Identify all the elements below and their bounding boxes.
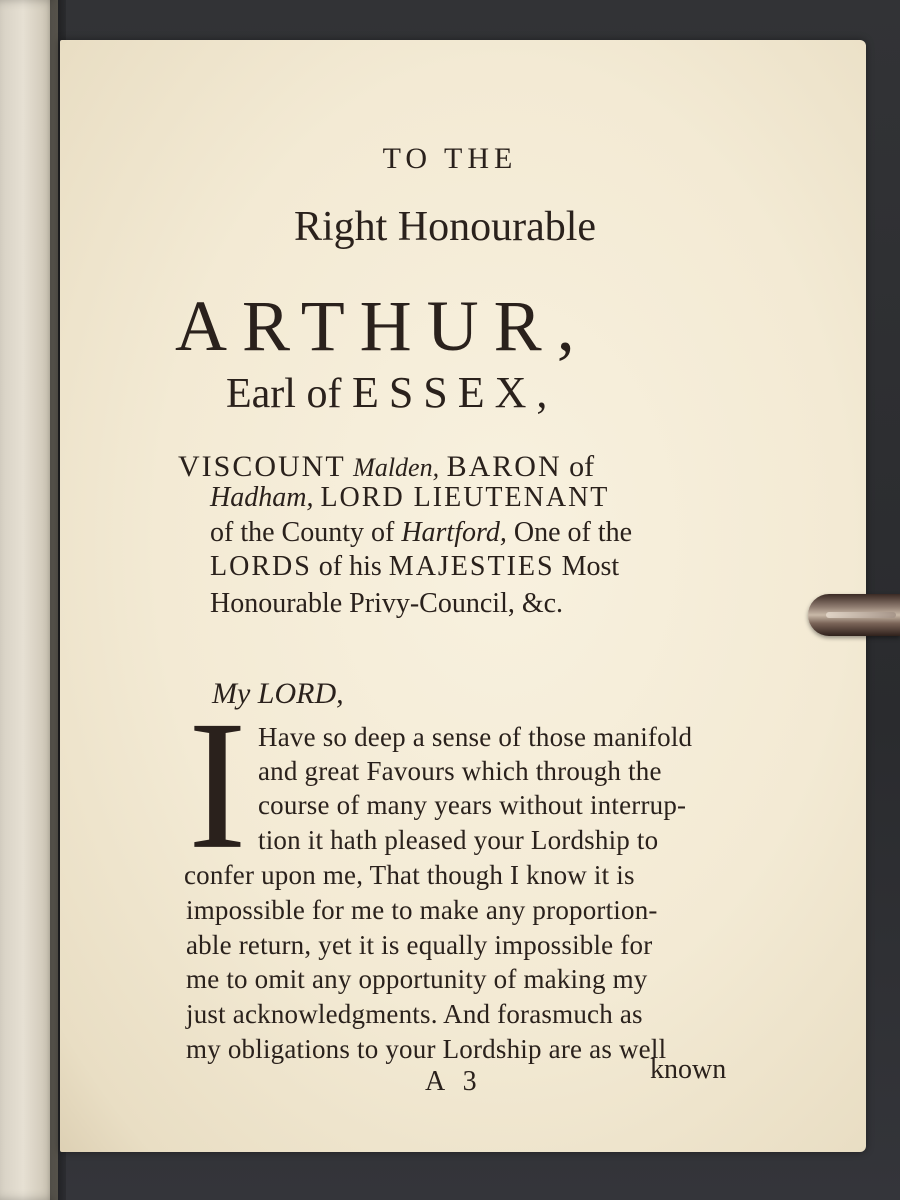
title-of-his: of his [318,551,382,582]
letter-line: tion it hath pleased your Lordship to [258,825,659,855]
title-county: of the County of [210,517,395,548]
titles-line-5: Honourable Privy-Council, &c. [210,588,564,619]
title-majesties: MAJESTIES [388,551,555,582]
letter-line: just acknowledgments. And forasmuch as [186,999,643,1029]
title-of: of [569,450,595,483]
title-most: Most [561,551,620,582]
dedication-to-the: TO THE [382,142,518,175]
titles-line-2 [210,482,609,514]
titles-line-1 [178,450,594,484]
drop-cap-initial: I [188,683,247,888]
title-hadham: Hadham, [210,482,314,513]
earl-title: ESSEX, [351,368,558,417]
titles-line-4 [210,551,619,583]
letter-line: and great Favours which through the [258,756,662,786]
title-lord-lieutenant: LORD LIEUTENANT [320,482,610,513]
title-viscount: VISCOUNT [178,450,346,483]
bookmark-ribbon [808,594,900,636]
letter-line: confer upon me, That though I know it is [184,860,635,890]
letter-salutation: My LORD, [212,677,344,710]
dedication-earl [226,367,557,418]
titles-line-3 [210,517,632,549]
signature-mark: A 3 [425,1066,483,1097]
title-one-of-the: One of the [513,517,633,548]
catchword: known [650,1054,727,1085]
letter-line: able return, yet it is equally impossible for [186,930,653,960]
title-baron: BARON [446,450,562,483]
title-hartford: Hartford, [401,517,507,548]
earl-prefix: Earl of [226,371,342,417]
letter-line: my obligations to your Lordship are as well [186,1034,667,1064]
letter-line: me to omit any opportunity of making my [186,964,648,994]
title-malden: Malden, [353,453,440,482]
letter-line: course of many years without interrup- [258,790,687,820]
letter-line: impossible for me to make any proportion- [186,895,658,925]
dedication-right-honourable: Right Honourable [293,204,597,250]
letter-line: Have so deep a sense of those manifold [258,722,693,752]
dedication-name: ARTHUR, [175,286,590,366]
title-lords: LORDS [210,551,312,582]
